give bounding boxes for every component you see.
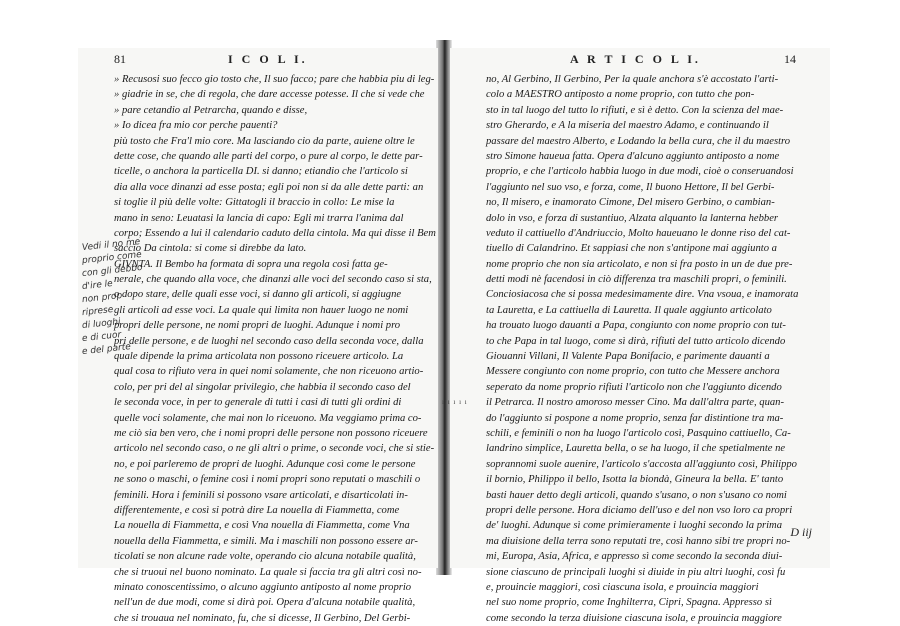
text-line: ta Lauretta, e La cattiuella di Lauretta. Il quale aggiunto articolato bbox=[486, 304, 772, 316]
text-line: l'aggiunto nel suo vso, e forza, come, Il buono Hettore, Il bel Gerbi- bbox=[486, 181, 775, 193]
text-line: veduto il cattiuello d'Andriuccio, Molto haueuano le donne riso del cat- bbox=[486, 227, 791, 239]
margin-note: Vedi il no me bbox=[81, 237, 141, 254]
margin-note: di luoghi bbox=[81, 317, 122, 332]
text-line: si toglie il più delle volte: Gittatogli il braccio in collo: Le mise la bbox=[114, 197, 395, 209]
text-line: qual cosa to rifiuto vera in quei nomi solamente, che non riceuono artio- bbox=[114, 366, 424, 378]
text-line: dolo in vso, e forza di sustantiuo, Alzata alquanto la lanterna hebber bbox=[486, 212, 779, 224]
text-line: colo, per pri del al singolar privilegio, che habbia il secondo caso del bbox=[114, 381, 411, 393]
text-line: to che Papa in tal luogo, come sì dirà, rifiuti del tutto articolo dicendo bbox=[486, 335, 786, 347]
text-line: più tosto che Fra'l mio core. Ma lasciando cio da parte, auiene oltre le bbox=[114, 135, 415, 147]
text-line: landrino simplice, Lauretta bella, o se ha luogo, il che spetialmente ne bbox=[486, 443, 786, 455]
text-line: sione ciascuno de principali luoghi si diuide in piu altri luoghi, così fu bbox=[486, 566, 786, 578]
text-line: stro Gherardo, e A la miseria del maestro Adamo, e continuando il bbox=[486, 120, 769, 132]
text-line: schili, e feminili o non ha luogo l'articolo così, Pasquino cattiuello, Ca- bbox=[486, 427, 791, 439]
margin-note: proprio come bbox=[81, 249, 143, 267]
text-line: nell'un de due modi, come si dirà poi. Opera d'alcuna notabile qualità, bbox=[114, 597, 416, 609]
text-line: nome proprio che non sia articolato, e non si fra posto in un de due pre- bbox=[486, 258, 793, 270]
text-line: soprannomi suole auenire, l'articolo s'accosta all'aggiunto così, Philippo bbox=[486, 458, 797, 470]
text-line: ticolati se non alcune rade volte, operando cio alcuna notabile qualità, bbox=[114, 551, 416, 563]
text-line: propri delle persone, ne nomi propri de luoghi. Adunque i nomi pro bbox=[114, 320, 401, 332]
text-line: de' luoghi. Adunque sì come primieramente i luoghi secondo la prima bbox=[486, 520, 783, 532]
text-line: proprio, e che l'articolo habbia luogo in due modi, cioè o conseruandosi bbox=[486, 166, 794, 178]
margin-note: con gli debbo bbox=[81, 262, 144, 280]
text-line: ma diuisione della terra sono reputati tre, così hanno sibi tre propri no- bbox=[486, 535, 791, 547]
text-line: articolo nel secondo caso, o ne gli altri o prime, o seconde voci, che si stie- bbox=[114, 443, 435, 455]
text-line: no, Il misero, e inamorato Cimone, Del misero Gerbino, o cambian- bbox=[486, 197, 775, 209]
left-running-head: I C O L I. bbox=[228, 52, 308, 66]
text-line: pri delle persone, e de luoghi nel secondo caso della seconda voce, dalla bbox=[114, 335, 424, 347]
signature-mark: D iij bbox=[790, 525, 812, 539]
right-running-head: A R T I C O L I. bbox=[570, 52, 701, 66]
text-line: do l'aggiunto si pospone a nome proprio, senza far distintione tra ma- bbox=[486, 412, 784, 424]
text-line: detti modi nè facendosi in ciò differenza tra maschili propri, o feminili. bbox=[486, 274, 787, 286]
text-line: ha trouato luogo dauanti a Papa, congiunto con nome proprio con tut- bbox=[486, 320, 786, 332]
text-line: Giouanni Villani, Il Valente Papa Bonifacio, e parimente dauanti a bbox=[486, 351, 770, 363]
right-page-text bbox=[486, 72, 822, 626]
text-line: le seconda voce, in per to generale di tutti i casi di tutti gli ordini di bbox=[114, 397, 402, 409]
text-line: differentemente, e così si potrà dire La nouella di Fiammetta, come bbox=[114, 504, 400, 516]
margin-note: d'ire le bbox=[81, 279, 114, 293]
text-line: Conciosiacosa che si possa medesimamente dire. Vna vsoua, e inamorata bbox=[486, 289, 799, 301]
text-line: quelle voci solamente, che mai non lo riceuono. Ma veggiamo prima co- bbox=[114, 412, 422, 424]
text-line: mi, Europa, Asia, Africa, e appresso sì come secondo la seconda diui- bbox=[486, 551, 783, 563]
text-line: colo a MAESTRO antiposto a nome proprio, con tutto che pon- bbox=[486, 89, 755, 101]
text-line: no, Al Gerbino, Il Gerbino, Per la quale anchora s'è accostato l'arti- bbox=[486, 74, 779, 85]
left-page-text bbox=[114, 72, 436, 626]
text-line: quale dipende la prima articolata non possono riceuere articolo. La bbox=[114, 351, 404, 363]
text-line: nerale, che quando alla voce, che dinanzi alle voci del secondo caso si sta, bbox=[114, 274, 432, 286]
right-page-number: 14 bbox=[784, 52, 796, 66]
margin-note: non prop bbox=[81, 291, 123, 306]
text-line: La nouella di Fiammetta, e così Vna nouella di Fiammetta, come Vna bbox=[114, 520, 410, 532]
text-line: ticelle, o anchora la particella DI. si danno; etiandio che l'articolo si bbox=[114, 166, 408, 178]
text-line: gli articoli ad esse voci. La quale qui limita non hauer luogo ne nomi bbox=[114, 304, 409, 316]
text-line: che si truoui nel buono nominato. La quale si faccia tra gli altri così no- bbox=[114, 566, 422, 578]
text-line: corpo; Essendo a lui il calendario caduto della cintola. Ma qui disse il Bem bbox=[114, 227, 436, 239]
text-line: » Io dicea fra mio cor perche pauenti? bbox=[114, 120, 278, 132]
text-line: Messere congiunto con nome proprio, con tutto che Messere anchora bbox=[486, 366, 780, 378]
text-line: mano in seno: Leuatasi la lancia di capo: Egli mi trarra l'anima dal bbox=[114, 212, 404, 224]
text-line: nel suo nome proprio, come Inghilterra, Cipri, Spagna. Appresso sì bbox=[486, 597, 772, 609]
text-line: nouella della Fiammetta, e simili. Ma i maschili non possono essere ar- bbox=[114, 535, 418, 547]
text-line: me ciò sia ben vero, che i nomi propri delle persone non possono riceuere bbox=[114, 427, 428, 439]
stray-print-mark: ı ı ı ı ı bbox=[442, 398, 468, 406]
text-line: dette cose, che quando alle parti del corpo, o pure al corpo, le dette par- bbox=[114, 150, 423, 162]
margin-note: e del parte bbox=[81, 342, 132, 358]
text-line: stro Simone haueua fatta. Opera d'alcuno aggiunto antiposto a nome bbox=[486, 150, 780, 162]
text-line: saccio Da cintola: si come si direbbe da lato. bbox=[114, 243, 307, 255]
text-line: il bornio, Philippo il bello, Isotta la biondà, Gineura la bella. E' tanto bbox=[486, 474, 784, 486]
text-line: » pare cetandio al Petrarcha, quando e disse, bbox=[114, 104, 308, 116]
margin-note: e di cuor bbox=[81, 330, 122, 345]
text-line: e, prouincie maggiori, così ciascuna isola, e prouincia maggiori bbox=[486, 581, 759, 593]
text-line: passare del maestro Alberto, e Lodando la bella cura, che il du maestro bbox=[486, 135, 791, 147]
text-line: tiuello di Calandrino. Et sappiasi che non s'antipone mai aggiunto a bbox=[486, 243, 777, 255]
text-line: ne sono o maschi, o femine così i nomi propri sono reputati o maschili o bbox=[114, 474, 421, 486]
text-line: basti hauer detto degli articoli, quando s'usano, o non s'usano co nomi bbox=[486, 489, 787, 501]
text-line: propri delle persone. Hora diciamo dell'uso e del non vso loro ca propri bbox=[486, 504, 793, 516]
text-line: seperato da nome proprio rifiuti l'articolo non che l'aggiunto dicendo bbox=[486, 381, 782, 393]
text-line: » Recusosi suo fecco gio tosto che, Il suo facco; pare che habbia piu di leg- bbox=[114, 74, 435, 85]
text-line: dia alla voce dinanzi ad esse posta; egli poi non si da alle dette parti: an bbox=[114, 181, 424, 193]
left-page-number: 81 bbox=[114, 52, 126, 66]
left-page bbox=[78, 48, 438, 624]
text-line: minato conoscentissimo, o alcuno aggiunto antiposto al nome proprio bbox=[114, 581, 412, 593]
text-line: il Petrarca. Il nostro amoroso messer Cino. Ma dall'altra parte, quan- bbox=[486, 397, 785, 409]
text-line: sto in tal luogo del tutto lo rifiuti, e sì è detto. Con la scienza del mae- bbox=[486, 104, 784, 116]
right-page bbox=[450, 48, 830, 624]
text-line: » giadrie in se, che di regola, che dare accesse potesse. Il che si vede che bbox=[114, 89, 425, 101]
text-line: come secondo la terza diuisione ciascuna isola, e prouincia maggiore bbox=[486, 612, 782, 624]
text-line: feminili. Hora i feminili si possono vsare articolati, e disarticolati in- bbox=[114, 489, 408, 501]
text-line: no, e poi parleremo de propri de luoghi. Adunque così come le persone bbox=[114, 458, 416, 470]
text-line: che si trouaua nel nominato, fu, che si dicesse, Il Gerbino, Del Gerbi- bbox=[114, 612, 411, 624]
text-line: o dopo stare, delle quali esse voci, si danno gli articoli, si aggiugne bbox=[114, 289, 402, 301]
text-line: GIVNTA. Il Bembo ha formata di sopra una regola così fatta ge- bbox=[114, 258, 388, 270]
margin-note: riprese bbox=[81, 304, 114, 319]
